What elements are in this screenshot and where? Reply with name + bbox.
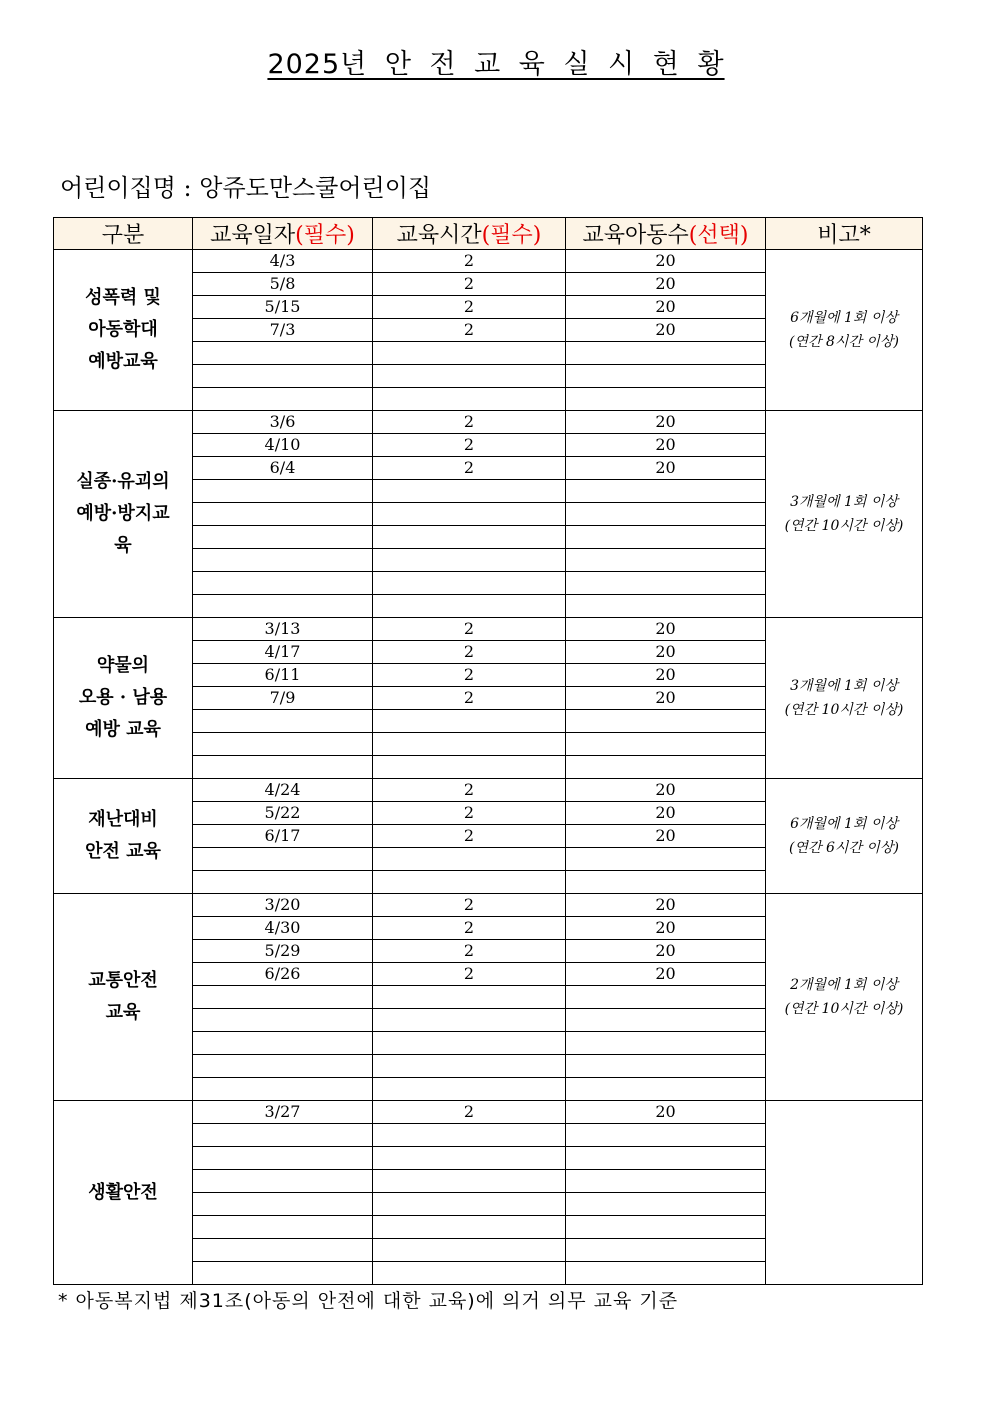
hours-cell: [373, 1170, 566, 1193]
children-cell: [566, 365, 766, 388]
children-cell: 20: [566, 687, 766, 710]
category-line: 약물의: [96, 655, 150, 676]
hours-cell: [373, 1147, 566, 1170]
children-cell: [566, 595, 766, 618]
date-cell: [193, 1055, 373, 1078]
date-cell: [193, 595, 373, 618]
category-line: 오용 · 남용: [78, 687, 168, 708]
hours-cell: [373, 388, 566, 411]
table-row: [54, 250, 923, 273]
children-cell: 20: [566, 434, 766, 457]
hours-cell: [373, 1216, 566, 1239]
date-cell: 5/15: [193, 296, 373, 319]
children-cell: [566, 342, 766, 365]
category-line: 교육: [105, 1002, 141, 1023]
hours-cell: [373, 1009, 566, 1032]
date-cell: [193, 503, 373, 526]
note-cell: [766, 779, 923, 894]
date-cell: 6/4: [193, 457, 373, 480]
date-cell: [193, 526, 373, 549]
date-cell: 4/17: [193, 641, 373, 664]
hours-cell: 2: [373, 779, 566, 802]
hours-cell: [373, 480, 566, 503]
children-cell: 20: [566, 457, 766, 480]
note-cell: [766, 411, 923, 618]
children-cell: [566, 1170, 766, 1193]
daycare-name: 어린이집명 : 앙쥬도만스쿨어린이집: [60, 174, 432, 202]
date-cell: [193, 1193, 373, 1216]
hours-cell: [373, 871, 566, 894]
note-line: 6개월에 1회 이상: [790, 816, 898, 832]
hours-cell: 2: [373, 664, 566, 687]
education-table: [53, 217, 923, 1285]
date-cell: 3/13: [193, 618, 373, 641]
hours-cell: [373, 1078, 566, 1101]
hours-cell: 2: [373, 434, 566, 457]
date-cell: [193, 365, 373, 388]
date-cell: 6/26: [193, 963, 373, 986]
hours-cell: [373, 1055, 566, 1078]
hours-cell: [373, 365, 566, 388]
date-cell: [193, 848, 373, 871]
title-text: 2025년 안 전 교 육 실 시 현 황: [267, 49, 725, 80]
children-cell: 20: [566, 296, 766, 319]
hours-cell: [373, 503, 566, 526]
date-cell: 4/24: [193, 779, 373, 802]
header-date: 교육일자(필수): [193, 218, 373, 250]
date-cell: [193, 1170, 373, 1193]
children-cell: [566, 1009, 766, 1032]
children-cell: [566, 1124, 766, 1147]
children-cell: [566, 986, 766, 1009]
category-line: 예방교육: [88, 351, 158, 372]
category-cell: [54, 894, 193, 1101]
hours-cell: 2: [373, 319, 566, 342]
note-line: 3개월에 1회 이상: [790, 678, 898, 694]
children-cell: [566, 756, 766, 779]
category-line: 성폭력 및: [85, 287, 161, 308]
hours-cell: 2: [373, 618, 566, 641]
date-cell: 3/27: [193, 1101, 373, 1124]
category-line: 재난대비: [88, 809, 158, 830]
children-cell: [566, 1055, 766, 1078]
date-cell: 3/20: [193, 894, 373, 917]
hours-cell: [373, 756, 566, 779]
date-cell: [193, 388, 373, 411]
date-cell: [193, 1124, 373, 1147]
children-cell: 20: [566, 411, 766, 434]
note-line: (연간 10시간 이상): [784, 518, 904, 534]
children-cell: 20: [566, 963, 766, 986]
children-cell: [566, 710, 766, 733]
note-cell: [766, 250, 923, 411]
children-cell: 20: [566, 894, 766, 917]
optional-tag: (선택): [688, 223, 749, 248]
children-cell: 20: [566, 319, 766, 342]
date-cell: [193, 756, 373, 779]
date-cell: [193, 1147, 373, 1170]
note-cell: [766, 894, 923, 1101]
children-cell: 20: [566, 825, 766, 848]
children-cell: [566, 503, 766, 526]
children-cell: [566, 848, 766, 871]
header-note: 비고*: [766, 218, 923, 250]
children-cell: [566, 1147, 766, 1170]
children-cell: [566, 733, 766, 756]
children-cell: 20: [566, 618, 766, 641]
children-cell: [566, 526, 766, 549]
children-cell: [566, 1193, 766, 1216]
note-line: 2개월에 1회 이상: [790, 977, 898, 993]
category-cell: [54, 1101, 193, 1285]
category-line: 안전 교육: [85, 841, 161, 862]
date-cell: [193, 1262, 373, 1285]
table-row: [54, 411, 923, 434]
hours-cell: 2: [373, 296, 566, 319]
date-cell: [193, 1078, 373, 1101]
children-cell: 20: [566, 1101, 766, 1124]
category-line: 아동학대: [88, 319, 158, 340]
header-category: 구분: [54, 218, 193, 250]
hours-cell: [373, 549, 566, 572]
date-cell: 3/6: [193, 411, 373, 434]
hours-cell: [373, 986, 566, 1009]
children-cell: 20: [566, 940, 766, 963]
date-cell: [193, 871, 373, 894]
hours-cell: 2: [373, 940, 566, 963]
category-cell: [54, 618, 193, 779]
header-children: 교육아동수(선택): [566, 218, 766, 250]
date-cell: [193, 549, 373, 572]
hours-cell: 2: [373, 963, 566, 986]
children-cell: 20: [566, 917, 766, 940]
hours-cell: [373, 733, 566, 756]
table-row: [54, 779, 923, 802]
hours-cell: [373, 1239, 566, 1262]
table-row: [54, 894, 923, 917]
children-cell: [566, 1216, 766, 1239]
children-cell: [566, 1262, 766, 1285]
date-cell: [193, 1009, 373, 1032]
children-cell: [566, 549, 766, 572]
note-line: (연간 8시간 이상): [789, 334, 899, 350]
category-cell: [54, 779, 193, 894]
header-hours: 교육시간(필수): [373, 218, 566, 250]
required-tag: (필수): [295, 223, 355, 248]
date-cell: 5/8: [193, 273, 373, 296]
children-cell: [566, 480, 766, 503]
date-cell: [193, 1216, 373, 1239]
category-line: 생활안전: [88, 1181, 158, 1203]
date-cell: [193, 710, 373, 733]
date-cell: [193, 733, 373, 756]
note-line: (연간 10시간 이상): [784, 1001, 904, 1017]
hours-cell: [373, 710, 566, 733]
hours-cell: 2: [373, 457, 566, 480]
children-cell: [566, 1078, 766, 1101]
date-cell: 4/3: [193, 250, 373, 273]
hours-cell: [373, 1032, 566, 1055]
required-tag: (필수): [481, 223, 542, 248]
category-cell: [54, 250, 193, 411]
category-line: 예방 교육: [85, 719, 161, 740]
children-cell: 20: [566, 273, 766, 296]
date-cell: 4/10: [193, 434, 373, 457]
date-cell: 4/30: [193, 917, 373, 940]
category-line: 실종·유괴의: [76, 471, 170, 492]
date-cell: 6/17: [193, 825, 373, 848]
children-cell: [566, 871, 766, 894]
hours-cell: 2: [373, 687, 566, 710]
hours-cell: 2: [373, 411, 566, 434]
date-cell: [193, 1239, 373, 1262]
children-cell: [566, 388, 766, 411]
note-cell: [766, 618, 923, 779]
date-cell: [193, 572, 373, 595]
hours-cell: 2: [373, 641, 566, 664]
category-line: 육: [114, 535, 132, 556]
children-cell: 20: [566, 802, 766, 825]
hours-cell: 2: [373, 894, 566, 917]
document-title: [0, 42, 992, 81]
date-cell: [193, 1032, 373, 1055]
note-cell: [766, 1101, 923, 1285]
children-cell: [566, 572, 766, 595]
date-cell: 6/11: [193, 664, 373, 687]
children-cell: 20: [566, 250, 766, 273]
hours-cell: [373, 1124, 566, 1147]
hours-cell: [373, 526, 566, 549]
date-cell: 7/9: [193, 687, 373, 710]
children-cell: 20: [566, 779, 766, 802]
hours-cell: 2: [373, 825, 566, 848]
date-cell: 5/22: [193, 802, 373, 825]
hours-cell: 2: [373, 1101, 566, 1124]
table-header-row: [54, 218, 923, 250]
children-cell: 20: [566, 664, 766, 687]
footnote: * 아동복지법 제31조(아동의 안전에 대한 교육)에 의거 의무 교육 기준: [58, 1290, 679, 1312]
date-cell: [193, 986, 373, 1009]
date-cell: [193, 480, 373, 503]
hours-cell: [373, 342, 566, 365]
note-line: 6개월에 1회 이상: [790, 310, 898, 326]
table-row: [54, 618, 923, 641]
category-line: 교통안전: [88, 970, 158, 991]
date-cell: 7/3: [193, 319, 373, 342]
note-line: 3개월에 1회 이상: [790, 494, 898, 510]
hours-cell: [373, 1193, 566, 1216]
hours-cell: 2: [373, 802, 566, 825]
hours-cell: [373, 848, 566, 871]
children-cell: 20: [566, 641, 766, 664]
hours-cell: [373, 572, 566, 595]
category-line: 예방·방지교: [76, 503, 170, 524]
children-cell: [566, 1239, 766, 1262]
table-row: [54, 1101, 923, 1124]
hours-cell: 2: [373, 917, 566, 940]
date-cell: 5/29: [193, 940, 373, 963]
hours-cell: [373, 1262, 566, 1285]
category-cell: [54, 411, 193, 618]
note-line: (연간 6시간 이상): [789, 840, 899, 856]
date-cell: [193, 342, 373, 365]
hours-cell: 2: [373, 250, 566, 273]
hours-cell: [373, 595, 566, 618]
hours-cell: 2: [373, 273, 566, 296]
children-cell: [566, 1032, 766, 1055]
note-line: (연간 10시간 이상): [784, 702, 904, 718]
